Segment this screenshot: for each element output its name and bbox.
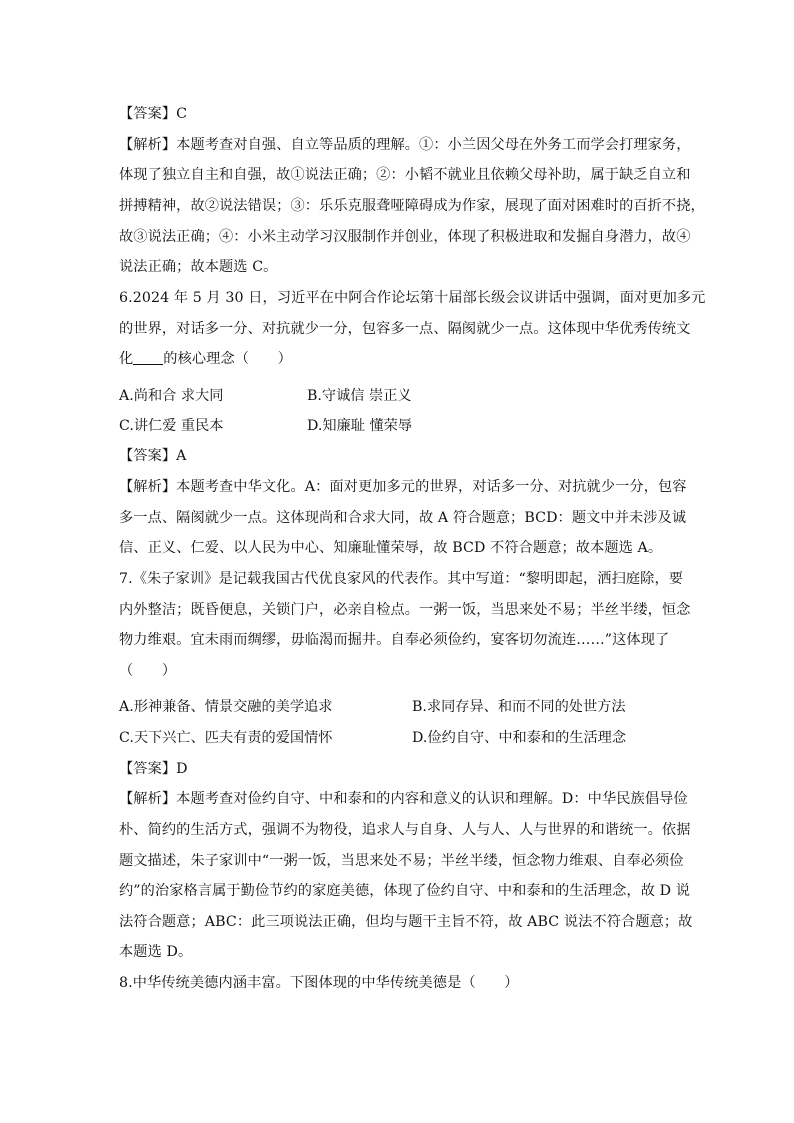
analysis-q5-line-2: 体现了独立自主和自强，故①说法正确；②：小韬不就业且依赖父母补助，属于缺乏自立和 xyxy=(119,167,691,183)
q6-option-c: C.讲仁爱 重民本 xyxy=(119,418,224,434)
analysis-q7-line-4: 约”的治家格言属于勤俭节约的家庭美德，体现了俭约自守、中和泰和的生活理念，故 D 说 xyxy=(119,883,690,899)
q7-option-b: B.求同存异、和而不同的处世方法 xyxy=(412,699,626,715)
question-7-line-4: （ ） xyxy=(119,663,177,679)
answer-q5: 【答案】C xyxy=(119,106,188,122)
analysis-q6-line-2: 多一点、隔阂就少一点。这体现尚和合求大同，故 A 符合题意；BCD：题文中并未涉及诚 xyxy=(119,510,687,526)
question-6-line-1: 6.2024 年 5 月 30 日，习近平在中阿合作论坛第十届部长级会议讲话中强调，面对更加多元 xyxy=(119,290,706,306)
question-6-text-a: 化 xyxy=(119,351,134,367)
q6-option-b: B.守诚信 崇正义 xyxy=(307,388,412,404)
answer-q6: 【答案】A xyxy=(119,448,187,464)
question-6-text-b: 的核心理念（ ） xyxy=(163,351,292,367)
q7-option-d: D.俭约自守、中和泰和的生活理念 xyxy=(412,730,627,746)
question-7-line-1: 7.《朱子家训》是记载我国古代优良家风的代表作。其中写道：“黎明即起，洒扫庭除，要 xyxy=(119,571,684,587)
q7-option-a: A.形神兼备、情景交融的美学追求 xyxy=(119,699,333,715)
question-7-line-3: 物力维艰。宜未雨而绸缪，毋临渴而掘井。自奉必须俭约，宴客切勿流连……”这体现了 xyxy=(119,632,670,648)
question-8: 8.中华传统美德内涵丰富。下图体现的中华传统美德是（ ） xyxy=(119,975,519,991)
q6-option-d: D.知廉耻 懂荣辱 xyxy=(307,418,413,434)
q6-option-a: A.尚和合 求大同 xyxy=(119,388,224,404)
analysis-q5-line-4: 故③说法正确；④：小米主动学习汉服制作并创业，体现了积极进取和发掘自身潜力，故④ xyxy=(119,229,691,245)
q7-option-c: C.天下兴亡、匹夫有责的爱国情怀 xyxy=(119,730,333,746)
analysis-q7-line-5: 法符合题意；ABC：此三项说法正确，但均与题干主旨不符，故 ABC 说法不符合题意；故 xyxy=(119,914,693,930)
question-6-line-3 xyxy=(119,349,679,369)
question-6-line-2: 的世界，对话多一分、对抗就少一分，包容多一点、隔阂就少一点。这体现中华优秀传统文 xyxy=(119,321,691,337)
analysis-q5-line-5: 说法正确；故本题选 C。 xyxy=(119,259,278,275)
question-7-line-2: 内外整洁；既昏便息，关锁门户，必亲自检点。一粥一饭，当思来处不易；半丝半缕，恒念 xyxy=(119,602,691,618)
answer-q7: 【答案】D xyxy=(119,761,188,777)
analysis-q6-line-3: 信、正义、仁爱、以人民为中心、知廉耻懂荣辱，故 BCD 不符合题意；故本题选 A。 xyxy=(119,540,663,556)
analysis-q7-line-2: 朴、简约的生活方式，强调不为物役，追求人与自身、人与人、人与世界的和谐统一。依据 xyxy=(119,822,691,838)
analysis-q5-line-3: 拼搏精神，故②说法错误；③：乐乐克服聋哑障碍成为作家，展现了面对困难时的百折不挠， xyxy=(119,198,705,214)
analysis-q6-line-1: 【解析】本题考查中华文化。A：面对更加多元的世界，对话多一分、对抗就少一分，包容 xyxy=(119,479,687,495)
answer-blank xyxy=(133,350,163,365)
analysis-q7-line-6: 本题选 D。 xyxy=(119,944,193,960)
analysis-q7-line-3: 题文描述，朱子家训中“一粥一饭，当思来处不易；半丝半缕，恒念物力维艰、自奉必须俭 xyxy=(119,853,684,869)
analysis-q5-line-1: 【解析】本题考查对自强、自立等品质的理解。①：小兰因父母在外务工而学会打理家务， xyxy=(119,137,691,153)
analysis-q7-line-1: 【解析】本题考查对俭约自守、中和泰和的内容和意义的认识和理解。D：中华民族倡导俭 xyxy=(119,791,688,807)
